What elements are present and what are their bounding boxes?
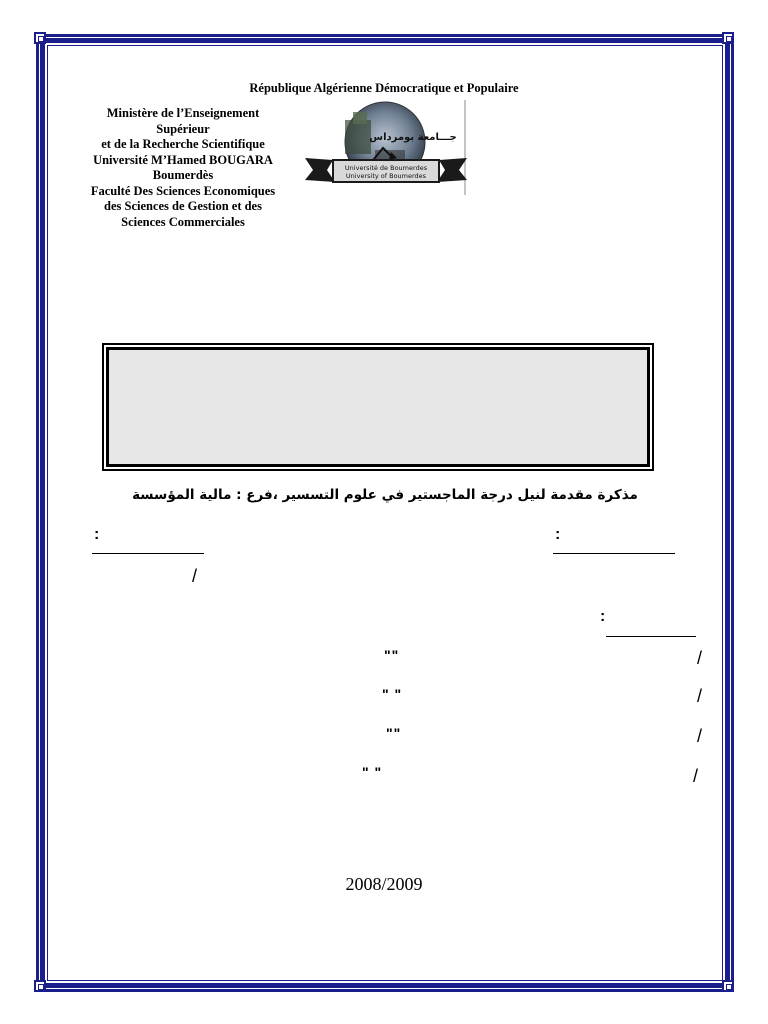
thesis-subtitle: مذكرة مقدمة لنيل درجة الماجستير في علوم التسسير ،فرع : مالية المؤسسة [132,487,638,503]
jury-underline [606,636,696,637]
author-underline [553,553,675,554]
corner-ornament-top-right [722,32,734,44]
supervisor-underline [92,553,204,554]
jury-member-4-slash: / [693,766,699,786]
jury-member-3-quote: "" [386,725,402,741]
corner-ornament-bottom-left [34,980,46,992]
author-colon: : [555,526,561,543]
supervisor-title-slash: / [192,566,198,586]
ministry-line: Sciences Commerciales [121,214,245,229]
jury-member-4-quote: " " [362,764,383,780]
corner-ornament-top-left [34,32,46,44]
ministry-line: Supérieur [156,121,210,136]
academic-year: 2008/2009 [345,874,423,894]
thesis-title-box [106,347,650,467]
jury-member-1-quote: "" [384,647,400,663]
university-logo [305,100,467,195]
ministry-block [58,106,308,230]
corner-ornament-bottom-right [722,980,734,992]
jury-member-1-slash: / [697,648,703,668]
ministry-line: des Sciences de Gestion et des [104,199,262,213]
jury-member-2-slash: / [697,686,703,706]
ministry-line: Faculté Des Sciences Economiques [90,183,276,198]
supervisor-colon: : [94,526,100,543]
ministry-line: Université M’Hamed BOUGARA [93,152,273,167]
ministry-line: Boumerdès [152,168,214,182]
ministry-line: et de la Recherche Scientifique [101,137,265,151]
logo-french-name: Université de Boumerdes [344,164,428,172]
logo-arabic-text: جـــامعة بومرداس [369,132,457,143]
jury-colon: : [600,608,606,625]
republic-heading: République Algérienne Démocratique et Populaire [249,81,519,95]
ministry-line: Ministère de l’Enseignement [106,106,260,120]
jury-member-2-quote: " " [382,686,403,702]
jury-member-3-slash: / [697,726,703,746]
logo-english-name: University of Boumerdes [345,172,427,180]
